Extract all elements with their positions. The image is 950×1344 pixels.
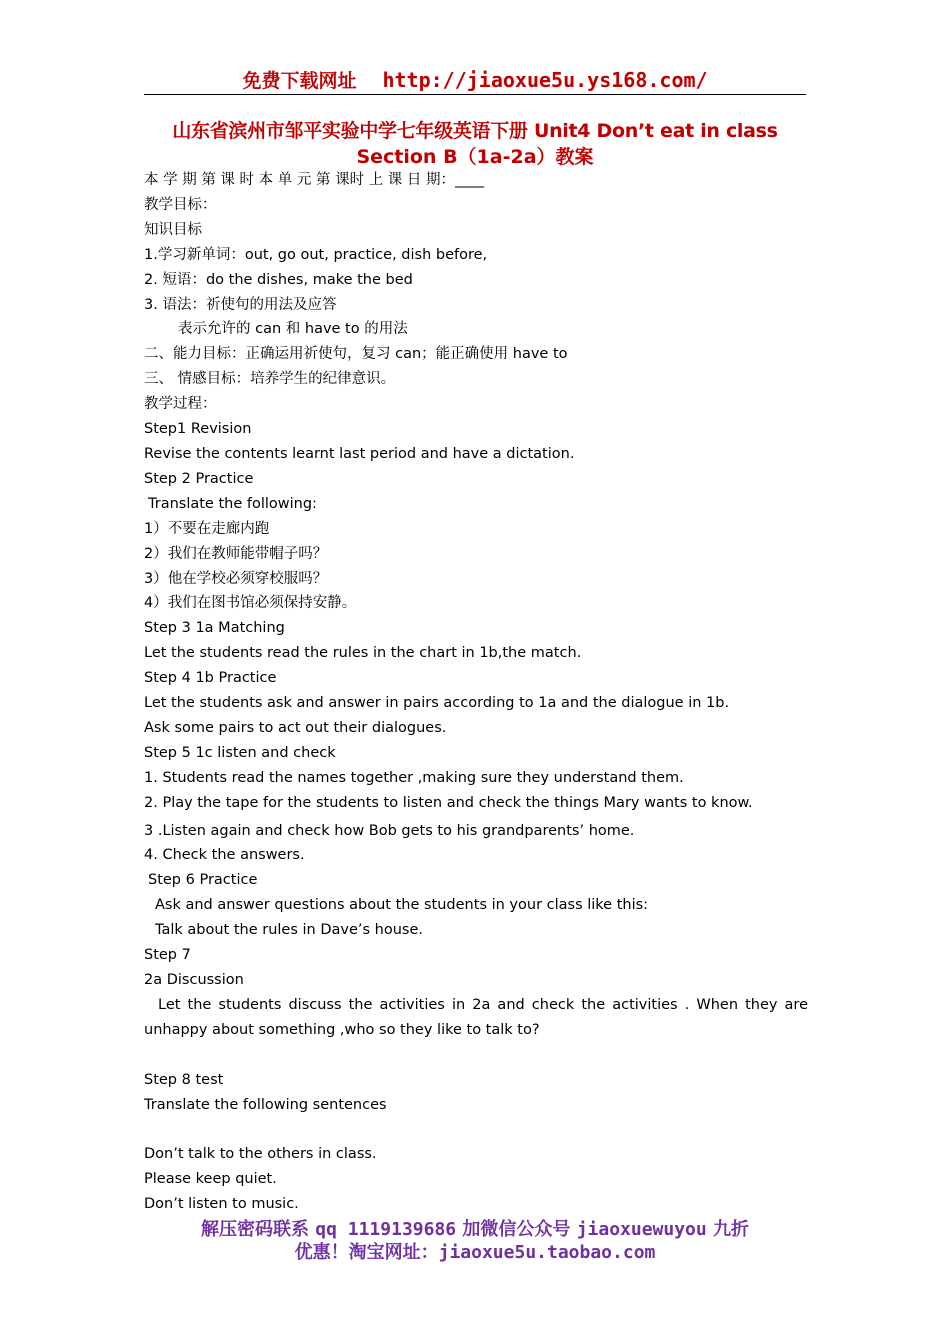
step-4-heading: Step 4 1b Practice xyxy=(144,670,277,687)
translate-item-3: 3）他在学校必须穿校服吗？ xyxy=(144,570,328,587)
step-7-text: Let the students discuss the activities in 2a and check the activities . When they are unhappy about something ,who so they like to talk to? xyxy=(144,996,808,1038)
download-header xyxy=(144,66,806,95)
emotion-objectives-line: 三、 情感目标：培养学生的纪律意识。 xyxy=(144,371,396,388)
document-title xyxy=(140,118,810,170)
test-sentence-3: Don’t listen to music. xyxy=(144,1196,299,1213)
step-1-text: Revise the contents learnt last period and have a dictation. xyxy=(144,445,575,462)
footer-line-2 xyxy=(140,1241,810,1264)
wechat-id: jiaoxuewuyou xyxy=(576,1219,707,1240)
step-7-subheading: 2a Discussion xyxy=(144,972,244,988)
step-5-item-1: 1. Students read the names together ,making sure they understand them. xyxy=(144,769,684,786)
header-url-link[interactable]: http://jiaoxue5u.ys168.com/ xyxy=(382,68,708,92)
ability-objectives-line: 二、能力目标：正确运用祈使句，复习 can；能正确使用 have to xyxy=(144,346,568,363)
process-heading: 教学过程： xyxy=(144,396,217,413)
blank-line xyxy=(144,1043,808,1068)
blank-line xyxy=(144,1117,808,1142)
footer-text: 解压密码联系 xyxy=(200,1219,316,1240)
objectives-heading: 教学目标： xyxy=(144,196,217,213)
translate-item-1: 1）不要在走廊内跑 xyxy=(144,520,270,537)
step-2-heading: Step 2 Practice xyxy=(144,470,254,487)
step-6-text-1: Ask and answer questions about the students in your class like this: xyxy=(155,897,649,914)
step-7-heading: Step 7 xyxy=(144,947,191,964)
new-words-line: 1.学习新单词：out, go out, practice, dish before, xyxy=(144,246,488,263)
step-4-text-2: Ask some pairs to act out their dialogues. xyxy=(144,719,447,736)
knowledge-objectives-heading: 知识目标 xyxy=(144,221,202,238)
step-5-item-4: 4. Check the answers. xyxy=(144,847,305,864)
step-3-text: Let the students read the rules in the chart in 1b,the match. xyxy=(144,645,582,662)
footer-line-1 xyxy=(140,1218,810,1241)
footer-text: 加微信公众号 xyxy=(456,1219,577,1240)
step-4-text-1: Let the students ask and answer in pairs according to 1a and the dialogue in 1b. xyxy=(144,695,730,712)
contact-footer xyxy=(140,1218,810,1264)
test-sentence-1: Don’t talk to the others in class. xyxy=(144,1146,377,1163)
header-label: 免费下载网址 xyxy=(242,70,357,92)
step-8-heading: Step 8 test xyxy=(144,1071,224,1088)
test-sentence-2: Please keep quiet. xyxy=(144,1171,277,1188)
step-8-text: Translate the following sentences xyxy=(144,1096,387,1113)
step-6-text-2: Talk about the rules in Dave’s house. xyxy=(155,922,423,939)
step-5-heading: Step 5 1c listen and check xyxy=(144,744,336,761)
title-line-1: 山东省滨州市邹平实验中学七年级英语下册 Unit4 Don’t eat in class xyxy=(172,120,778,142)
grammar-line: 3. 语法：祈使句的用法及应答 xyxy=(144,296,337,313)
step-5-item-3: 3 .Listen again and check how Bob gets to his grandparents’ home. xyxy=(144,822,635,839)
footer-text: 九折 xyxy=(706,1219,750,1240)
step-2-text: Translate the following: xyxy=(148,495,317,512)
translate-item-2: 2）我们在教师能带帽子吗？ xyxy=(144,545,328,562)
step-3-heading: Step 3 1a Matching xyxy=(144,620,285,637)
schedule-line: 本 学 期 第 课 时 本 单 元 第 课时 上 课 日 期：____ xyxy=(144,172,485,188)
translate-item-4: 4）我们在图书馆必须保持安静。 xyxy=(144,595,357,612)
footer-text: 优惠！淘宝网址： xyxy=(294,1242,439,1263)
title-line-2: Section B（1a-2a）教案 xyxy=(356,146,594,168)
step-5-item-2: 2. Play the tape for the students to listen and check the things Mary wants to know. xyxy=(144,794,753,811)
phrases-line: 2. 短语：do the dishes, make the bed xyxy=(144,271,413,288)
qq-number: qq 1119139686 xyxy=(315,1219,457,1240)
taobao-url-link[interactable]: jiaoxue5u.taobao.com xyxy=(438,1242,656,1263)
step-6-heading: Step 6 Practice xyxy=(148,872,258,889)
step-1-heading: Step1 Revision xyxy=(144,421,252,438)
lesson-plan-body xyxy=(144,168,808,1217)
grammar-line-2: 表示允许的 can 和 have to 的用法 xyxy=(178,321,408,338)
